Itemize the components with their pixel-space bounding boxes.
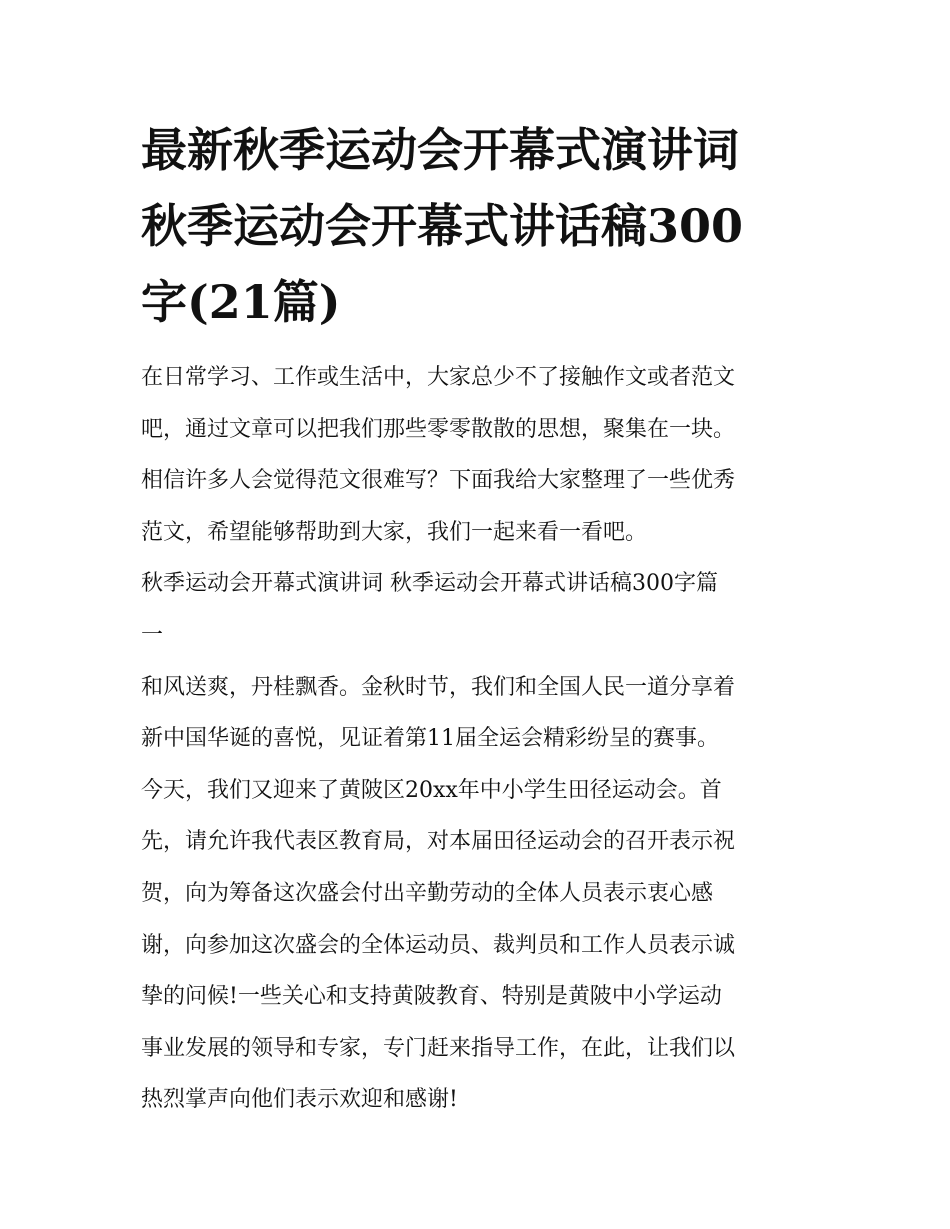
text-line: 吧，通过文章可以把我们那些零零散散的思想，聚集在一块。 [141,416,736,442]
text-line: 贺，向为筹备这次盛会付出辛勤劳动的全体人员表示衷心感 [141,880,714,906]
text-line: 今天，我们又迎来了黄陂区20xx年中小学生田径运动会。首 [141,777,722,803]
text-line: 和风送爽，丹桂飘香。金秋时节，我们和全国人民一道分享着 [141,674,736,700]
text-line: 相信许多人会觉得范文很难写？下面我给大家整理了一些优秀 [141,468,736,494]
document-body [141,352,821,1126]
document-title [141,112,821,340]
text-line: 热烈掌声向他们表示欢迎和感谢! [141,1087,458,1113]
text-line: 范文，希望能够帮助到大家，我们一起来看一看吧。 [141,519,648,545]
text-line: 谢，向参加这次盛会的全体运动员、裁判员和工作人员表示诚 [141,932,736,958]
text-line: 一 [141,622,164,648]
title-line: 字(21篇) [141,275,341,329]
text-line: 事业发展的领导和专家，专门赶来指导工作，在此，让我们以 [141,1035,736,1061]
text-line: 先，请允许我代表区教育局，对本届田径运动会的召开表示祝 [141,829,736,855]
title-line: 最新秋季运动会开幕式演讲词 [141,123,739,177]
speech-paragraph [141,662,821,1126]
text-line: 挚的问候!一些关心和支持黄陂教育、特别是黄陂中小学运动 [141,984,722,1010]
text-line: 在日常学习、工作或生活中，大家总少不了接触作文或者范文 [141,365,736,390]
text-line: 秋季运动会开幕式演讲词 秋季运动会开幕式讲话稿300字篇 [141,571,718,597]
text-line: 新中国华诞的喜悦，见证着第11届全运会精彩纷呈的赛事。 [141,726,719,752]
title-line: 秋季运动会开幕式讲话稿300 [141,199,744,253]
section-heading [141,558,821,661]
intro-paragraph [141,352,821,558]
